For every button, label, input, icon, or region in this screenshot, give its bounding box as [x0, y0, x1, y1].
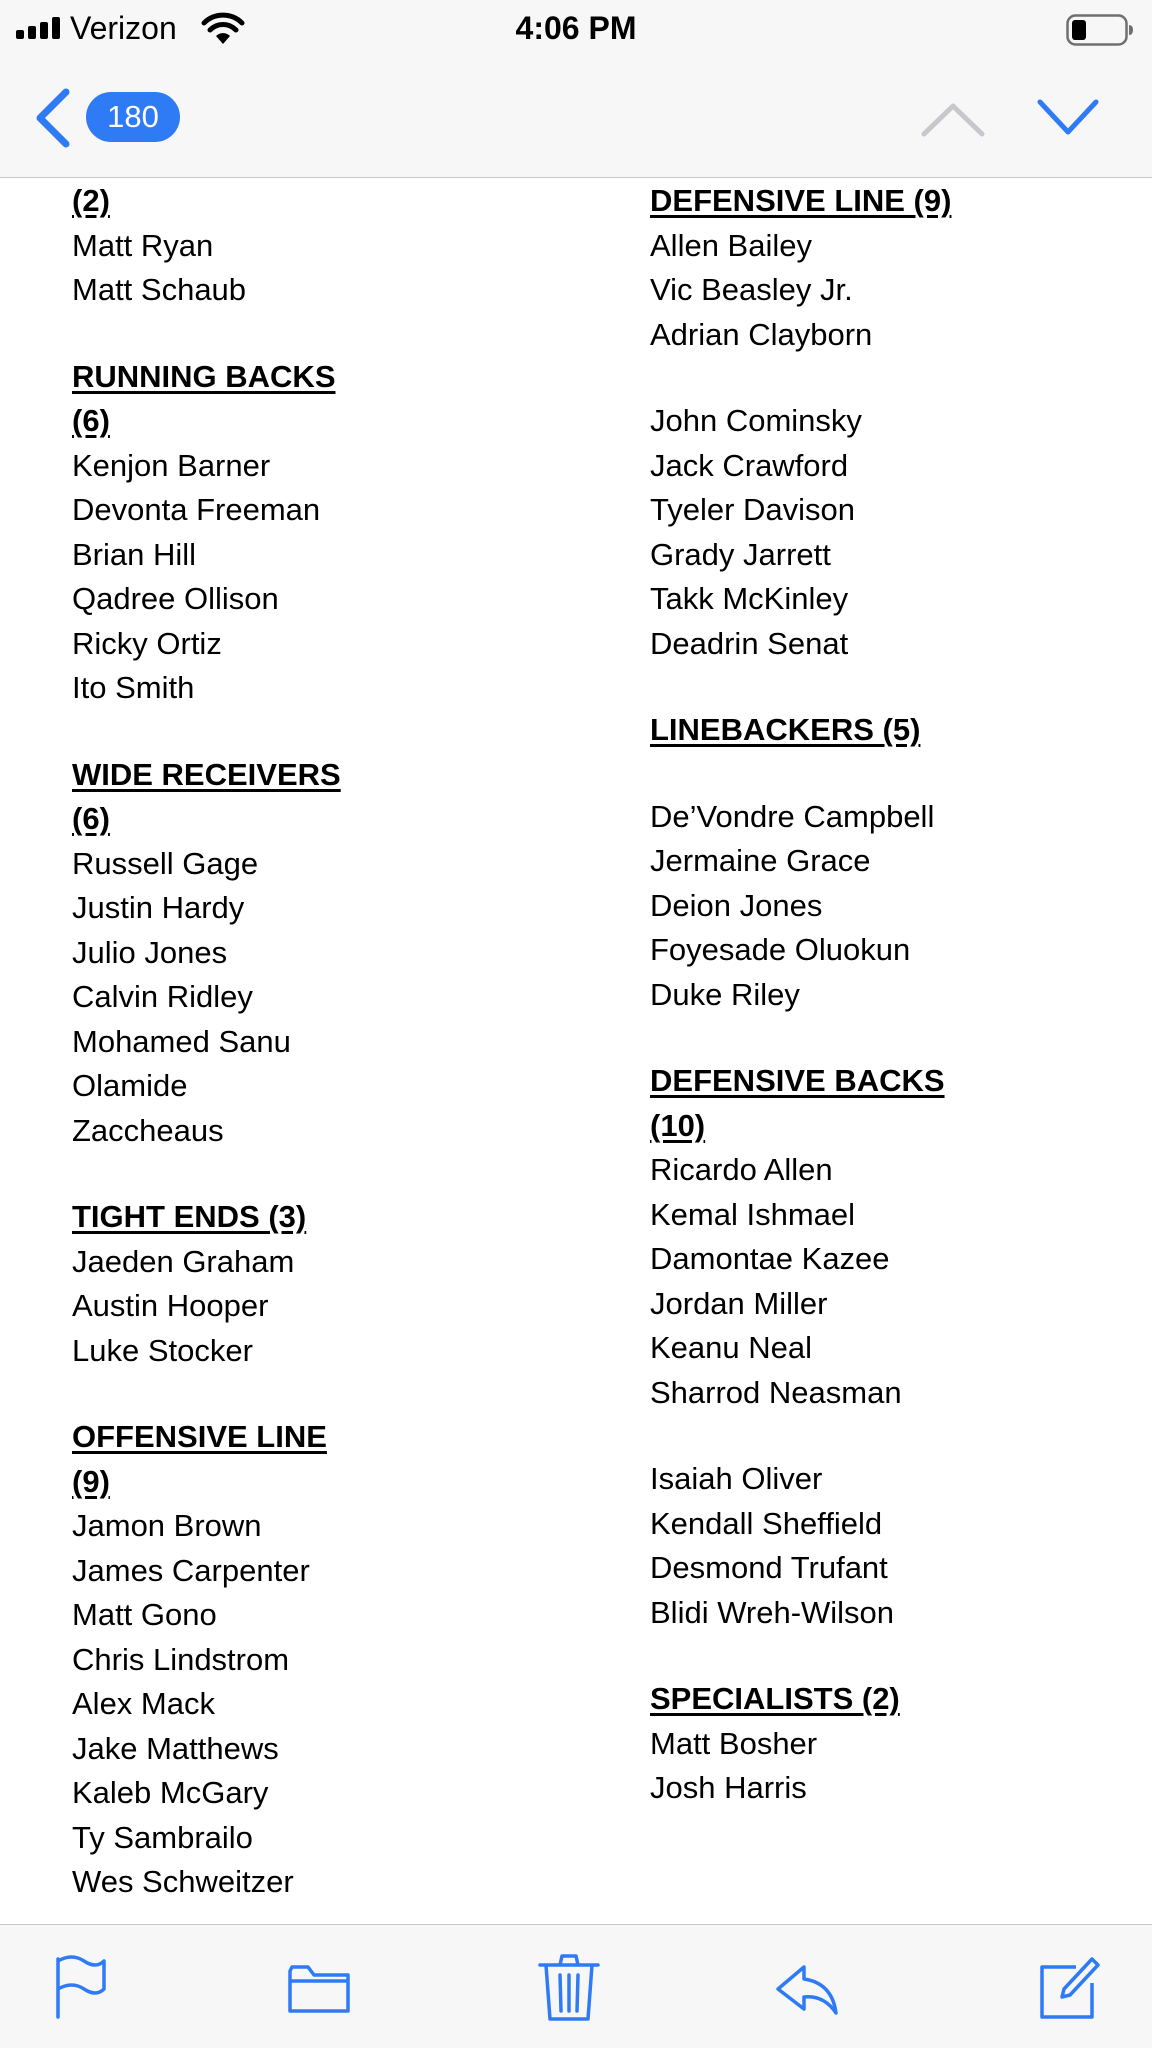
player-name: Blidi Wreh-Wilson [650, 1594, 895, 1630]
player-name: Luke Stocker [72, 1332, 253, 1368]
section-heading: (6) [72, 403, 110, 438]
blank-line [650, 666, 1130, 708]
player-name: Takk McKinley [650, 581, 849, 616]
player-name: Deadrin Senat [650, 625, 849, 661]
battery-icon [1066, 14, 1134, 46]
player-name: Mohamed Sanu [72, 1023, 291, 1059]
player-name: Kendall Sheffield [650, 1505, 883, 1541]
player-name: Jaeden Graham [72, 1243, 295, 1279]
blank-line [72, 1153, 552, 1195]
section-heading: TIGHT ENDS (3) [72, 1199, 307, 1234]
roster-right-column [650, 179, 1130, 1811]
mail-navigation-bar [0, 58, 1152, 178]
player-name: Deion Jones [650, 887, 823, 923]
player-name: Sharrod Neasman [650, 1374, 902, 1410]
section-heading: WIDE RECEIVERS [72, 756, 341, 792]
player-name: Justin Hardy [72, 890, 245, 925]
flag-icon[interactable] [48, 1951, 114, 2023]
section-heading: (2) [72, 183, 110, 218]
player-name: Qadree Ollison [72, 581, 279, 616]
player-name: Matt Gono [72, 1597, 217, 1632]
player-name: Ito Smith [72, 670, 195, 705]
back-chevron-icon[interactable] [30, 86, 74, 150]
message-body [0, 179, 1152, 1924]
player-name: Grady Jarrett [650, 536, 831, 572]
player-name: John Cominsky [650, 403, 862, 438]
folder-icon[interactable] [286, 1951, 352, 2023]
compose-icon[interactable] [1036, 1951, 1102, 2023]
player-name: Jack Crawford [650, 447, 849, 483]
player-name: Vic Beasley Jr. [650, 272, 853, 307]
player-name: Julio Jones [72, 934, 228, 970]
player-name: Matt Bosher [650, 1725, 818, 1761]
section-heading: (9) [72, 1463, 110, 1499]
player-name: Chris Lindstrom [72, 1641, 290, 1677]
blank-line [650, 1635, 1130, 1677]
blank-line [650, 1415, 1130, 1457]
previous-message-icon[interactable] [920, 100, 986, 140]
player-name: Wes Schweitzer [72, 1864, 294, 1899]
unread-count-badge[interactable]: 180 [86, 92, 180, 142]
section-heading: DEFENSIVE BACKS [650, 1063, 945, 1098]
roster-left-column [72, 179, 552, 1905]
section-heading: OFFENSIVE LINE [72, 1419, 327, 1454]
player-name: Duke Riley [650, 976, 800, 1012]
player-name: Kaleb McGary [72, 1775, 269, 1810]
player-name: Matt Schaub [72, 272, 247, 307]
player-name: Brian Hill [72, 536, 197, 572]
reply-icon[interactable] [774, 1951, 840, 2023]
player-name: Ricardo Allen [650, 1152, 833, 1187]
player-name: Tyeler Davison [650, 492, 856, 527]
player-name: De’Vondre Campbell [650, 798, 935, 834]
section-heading: SPECIALISTS (2) [650, 1681, 900, 1716]
section-heading: RUNNING BACKS [72, 358, 336, 394]
player-name: Zaccheaus [72, 1112, 224, 1148]
player-name: Kemal Ishmael [650, 1196, 856, 1232]
player-name: Devonta Freeman [72, 492, 321, 527]
section-heading: LINEBACKERS (5) [650, 712, 921, 747]
blank-line [650, 1017, 1130, 1059]
player-name: Ty Sambrailo [72, 1819, 253, 1855]
player-name: Jamon Brown [72, 1508, 262, 1543]
blank-line [72, 711, 552, 753]
player-name: Josh Harris [650, 1770, 807, 1805]
player-name: Alex Mack [72, 1686, 215, 1721]
player-name: Adrian Clayborn [650, 316, 873, 352]
player-name: Isaiah Oliver [650, 1461, 823, 1496]
player-name: Foyesade Oluokun [650, 932, 911, 967]
player-name: Russell Gage [72, 845, 259, 881]
section-heading: (10) [650, 1107, 706, 1143]
mail-toolbar [0, 1924, 1152, 2048]
blank-line [650, 357, 1130, 399]
player-name: Allen Bailey [650, 227, 812, 263]
blank-line [72, 1373, 552, 1415]
trash-icon[interactable] [536, 1951, 602, 2023]
section-heading: DEFENSIVE LINE (9) [650, 183, 952, 218]
player-name: Ricky Ortiz [72, 625, 222, 661]
player-name: Jermaine Grace [650, 843, 871, 878]
player-name: Jake Matthews [72, 1730, 279, 1766]
player-name: Damontae Kazee [650, 1241, 890, 1276]
section-heading: (6) [72, 801, 110, 836]
player-name: Desmond Trufant [650, 1550, 888, 1585]
player-name: Olamide [72, 1068, 188, 1103]
carrier-name: Verizon [70, 10, 177, 46]
status-time: 4:06 PM [515, 10, 637, 46]
player-name: Calvin Ridley [72, 979, 253, 1014]
player-name: Austin Hooper [72, 1288, 269, 1323]
next-message-icon[interactable] [1036, 96, 1100, 138]
blank-line [72, 313, 552, 355]
blank-line [650, 753, 1130, 795]
player-name: Keanu Neal [650, 1330, 813, 1365]
status-bar [0, 0, 1152, 58]
player-name: James Carpenter [72, 1552, 310, 1588]
player-name: Jordan Miller [650, 1285, 828, 1321]
player-name: Kenjon Barner [72, 447, 271, 483]
player-name: Matt Ryan [72, 227, 214, 263]
